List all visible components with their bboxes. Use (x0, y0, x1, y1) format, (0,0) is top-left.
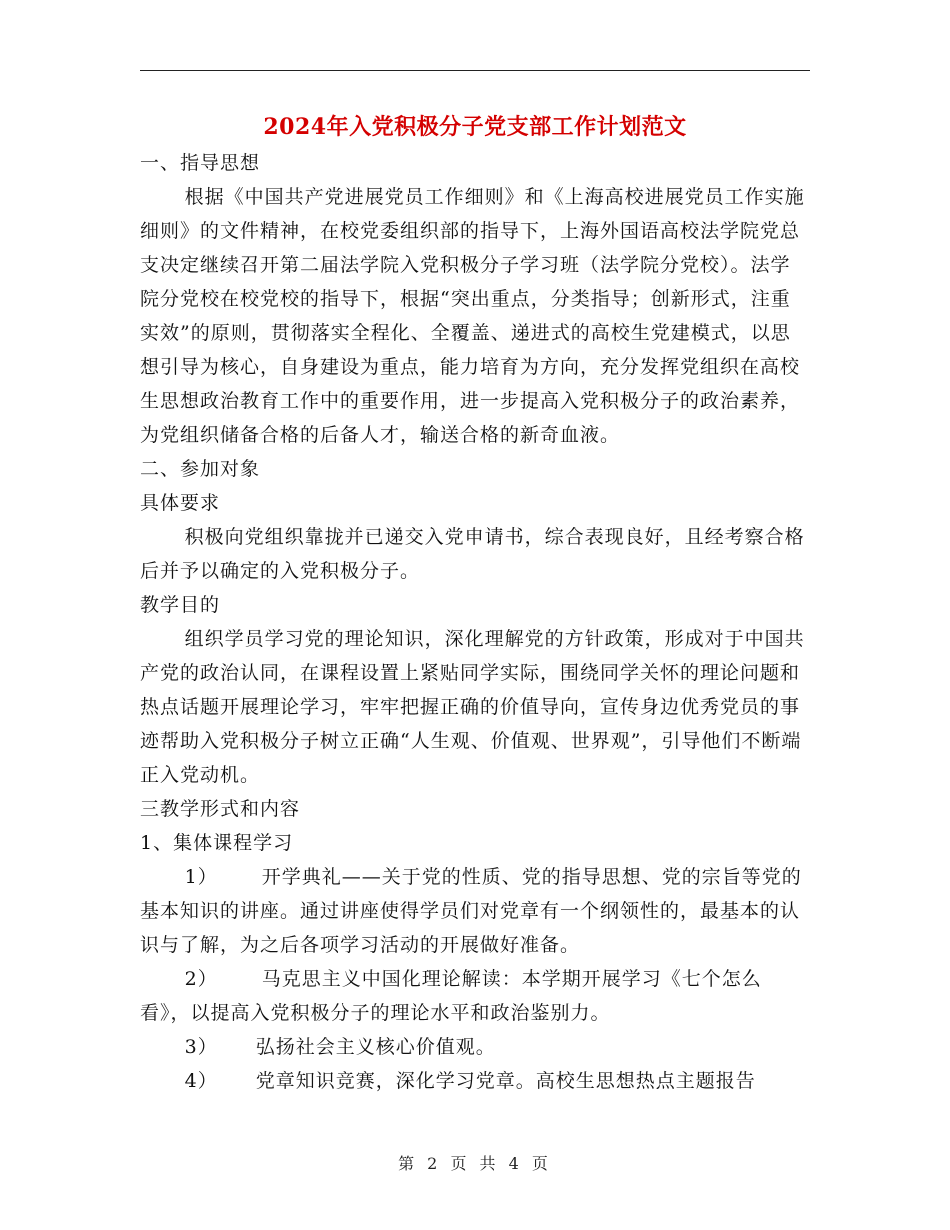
list-item (140, 860, 810, 962)
list-item-number: 4） (184, 1070, 218, 1092)
section-heading-3: 三教学形式和内容 (140, 798, 301, 820)
document-body (140, 146, 810, 1098)
document-title: 2024年入党积极分子党支部工作计划范文 (263, 114, 687, 140)
paragraph-teaching-purpose: 组织学员学习党的理论知识，深化理解党的方针政策，形成对于中国共产党的政治认同，在课程设置上紧贴同学实际，围绕同学关怀的理论问题和热点话题开展理论学习，牢牢把握正确的价值导向，宣传身边优秀党员的事迹帮助入党积极分子树立正确“人生观、价值观、世界观”，引导他们不断端正入党动机。 (140, 628, 805, 786)
list-item (140, 1064, 810, 1098)
list-item-number: 2） (184, 968, 218, 990)
list-item-text: 党章知识竞赛，深化学习党章。高校生思想热点主题报告 (255, 1070, 756, 1092)
list-item (140, 1030, 810, 1064)
paragraph-requirements: 积极向党组织靠拢并已递交入党申请书，综合表现良好，且经考察合格后并予以确定的入党积极分子。 (140, 526, 805, 582)
subheading-collective-course: 1、集体课程学习 (140, 832, 294, 854)
list-item-number: 3） (184, 1036, 218, 1058)
header-rule (140, 70, 810, 71)
page-footer: 第 2 页 共 4 页 (398, 1154, 552, 1173)
list-item-text: 马克思主义中国化理论解读：本学期开展学习《七个怎么看》，以提高入党积极分子的理论水平和政治鉴别力。 (140, 968, 762, 1024)
list-item-text: 弘扬社会主义核心价值观。 (255, 1036, 496, 1058)
list-item-text: 开学典礼——关于党的性质、党的指导思想、党的宗旨等党的基本知识的讲座。通过讲座使得学员们对党章有一个纲领性的，最基本的认识与了解，为之后各项学习活动的开展做好准备。 (140, 866, 802, 956)
subheading-teaching-purpose: 教学目的 (140, 594, 221, 616)
section-heading-2: 二、参加对象 (140, 458, 261, 480)
list-item-number: 1） (184, 866, 218, 888)
section-heading-1: 一、指导思想 (140, 152, 261, 174)
paragraph-guiding-thought: 根据《中国共产党进展党员工作细则》和《上海高校进展党员工作实施细则》的文件精神，在校党委组织部的指导下，上海外国语高校法学院党总支决定继续召开第二届法学院入党积极分子学习班（法学院分党校）。法学院分党校在校党校的指导下，根据“突出重点，分类指导；创新形式，注重实效”的原则，贯彻落实全程化、全覆盖、递进式的高校生党建模式，以思想引导为核心，自身建设为重点，能力培育为方向，充分发挥党组织在高校生思想政治教育工作中的重要作用，进一步提高入党积极分子的政治素养，为党组织储备合格的后备人才，输送合格的新奇血液。 (140, 186, 805, 446)
list-item (140, 962, 810, 1030)
subheading-requirements: 具体要求 (140, 492, 221, 514)
